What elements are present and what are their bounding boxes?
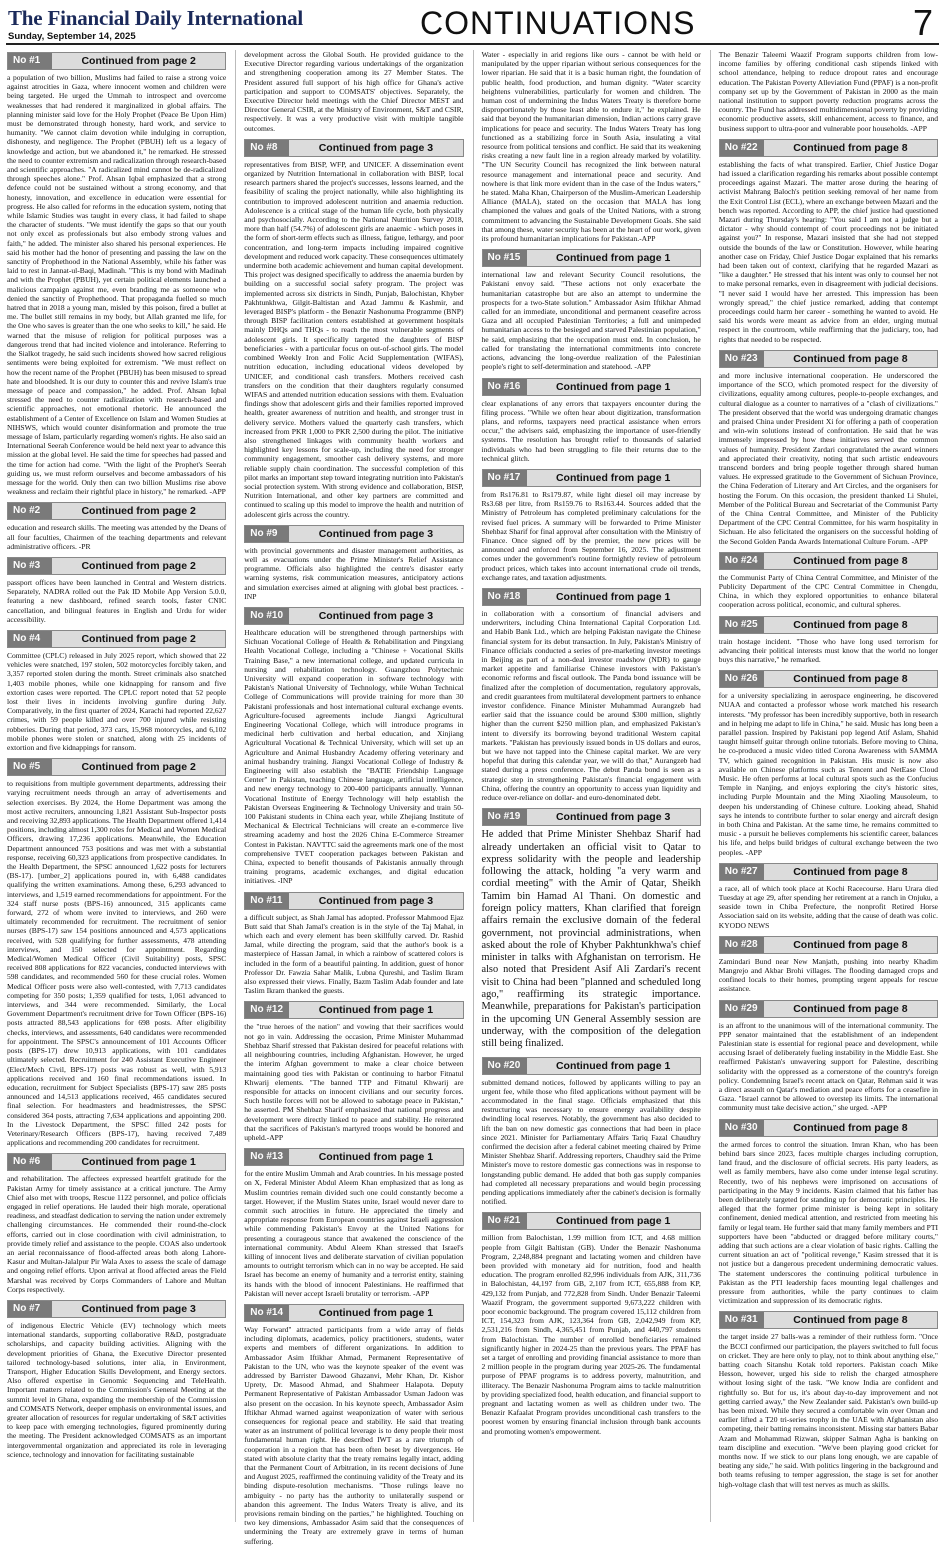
article-text: of indigenous Electric Vehicle (EV) technology which meets international standards, supporting collaborative R&D, postgraduate scholarships, and capacity building activities. Aligning with the development priorities of Ghana, the Executive Director presented tailored technology-based solutions, inter alia, in Environment, Transport, Higher Education Skills Development, and Energy sectors. Also offered expertise in Genomic Sequencing and TeleHealth. Important matters related to the Commission's General Meeting at the summit level in Ghana, expanding the membership of the Commission and COMSATS Network, deeper emphasis on environmental issues, and greater allocation of resources for regular undertaking of S&T activities to keep pace with emerging technologies, figured prominently during the meeting. The President acknowledged COMSATS as an important intergovernmental organization and appreciated its role in leveraging science, technology and innovation for facilitating sustainable [7,1320,227,1459]
continued-from-label: Continued from page 8 [793,865,908,878]
article-text: a population of two billion, Muslims had failed to raise a strong voice against atrocities in Gaza, where innocent women and children were being targeted. He urged the Ummah to introspect and overcome weaknesses that had rendered it marginalized in global affairs. The planning minister said love for the Holy Prophet (Peace Be Upon Him) must be demonstrated through honesty, hard work, and service to humanity. "We cannot claim devotion while indulging in corruption, dishonesty, and negligence. The Prophet (PBUH) left us a legacy of knowledge and action, but we abandoned it," he remarked. He stressed the need to counter extremism and radicalization through research-based and scientific approaches. "A radicalized mind cannot be de-radicalized through speeches alone." Prof. Ahsan Iqbal emphasized that a strong defence could not be sustained without a strong economy, and that honesty, innovation, and excellence in education were essential for progress. He also called for reforms in the education system, noting that while Islamic Studies was taught in every class, it had failed to shape the character of students. "We must identify the gaps so that our youth not only excel as professionals but also embody strong values and faith," he added. The minister also shared his personal experiences. He said his mother had the honor of presenting and passing the law on the sanctity of Prophethood in the National Assembly, while his father was laid to rest in Jannat-ul-Baqi, Madinah. "This is my bond with Madinah and with the Prophet (PBUH), yet certain political elements launched a malicious campaign against me, even branding me as someone who denied the sanctity of Prophethood. That propaganda fuelled so much hatred that in 2018 a young man, misled by this poison, fired a bullet at me. The bullet still remains in my body, but Allah granted me life, for the One who saves is greater than the one who seeks to kill," he said. He warned that the misuse of religion for political purposes was a dangerous trend that had incited violence and intolerance. Referring to the Sialkot tragedy, he said such incidents showed how sacred religious sentiments were being exploited for extremism. "We must reflect on how the recent name of the Prophet (PBUH) has been misused to spread hate and bloodshed. It is our duty to counter this and revive Islam's true message of peace and compassion," he added. Prof. Ahsan Iqbal stressed the need to counter radicalization with research-based and scientific approaches, not emotional rhetoric. He announced the establishment of a Center of Excellence on Islam and Women Studies at NIHSWS, which would counter disinformation and promote the true message of Islam, particularly regarding women's rights. He also said an International Seerah Conference would be held next year to advance this mission at the global level. He said the time for speeches had passed and the time for action had come. "With the light of the Prophet's Seerah guiding us, we must reform ourselves and become ambassadors of his message for the world. Only then can two billion Muslims rise above weakness and reclaim their rightful place in history," he remarked. -APP [7,73,227,497]
continuation-item [719,350,938,546]
item-number: No #29 [720,1001,764,1017]
continued-from-label: Continued from page 1 [318,1306,434,1319]
continuation-header [719,1311,938,1329]
article-text: establishing the facts of what transpired. Earlier, Chief Justice Dogar had issued a clarification regarding his remarks about possible contempt proceedings against Mazari. The matter arose during the hearing of activist Mahrang Baloch's petition seeking removal of her name from the Exit Control List (ECL), where an exchange between Mazari and the bench was reported. According to APP, the chief justice had questioned Mazari during Thursday's hearing: "You said I am not a judge but a dictator - why should contempt of court proceedings not be initiated against you?" In response, Mazari insisted that she had not stepped outside the bounds of the law or Constitution. However, while hearing another case on Friday, Chief Justice Dogar explained that his remarks had been taken out of context, clarifying that he regarded Mazari as "like a daughter." He stressed that his intent was only to counsel her not to make personal remarks, even in disagreement with judicial decisions. "I never said I would have her arrested. This impression has been wrongly spread," the chief justice remarked, adding that contempt proceedings could harm her career - something he wanted to avoid. He said his words were meant as advice from an elder, urging mutual respect in the courtroom, while reaffirming that the judiciary, too, had rights that needed to be respected. [718,159,938,344]
item-number: No #3 [8,558,52,574]
continuation-header [482,808,701,826]
item-number: No #23 [720,351,764,367]
continuation-header [244,1304,463,1322]
continued-from-label: Continued from page 3 [555,811,671,824]
continued-from-label: Continued from page 2 [81,761,196,774]
article-text: train hostage incident. "Those who have long used terrorism for advancing their political interests must know that the world no longer buys this narrative," he remarked. [718,636,938,664]
continuation-header [719,863,938,881]
continuation-header [719,139,938,157]
item-number: No #14 [245,1305,289,1321]
article-text: Zamindari Bund near New Manjath, pushing into nearby Khadim Mangrejo and Akbar Brohi villages. The flooding damaged crops and confined locals to their homes, prompting urgent appeals for rescue assistance. [718,956,938,994]
article-text: international law and relevant Security Council resolutions, the Pakistani envoy said. "These actions not only exacerbate the humanitarian catastrophe but are also an attempt to undermine the prospects for a two-State solution." Ambassador Asim Iftikhar Ahmad called for an immediate, unconditional and permanent ceasefire across Gaza and all occupied Palestinian Territories; a full and unimpeded humanitarian access to the besieged and starved Palestinian population," he said, emphasizing that the occupation must end. In conclusion, he called for translating the international commitments into concrete actions, advancing the long-overdue realization of the Palestinian people's right to self-determination and statehood. -APP [481,270,701,372]
continuation-item [719,670,938,857]
continuation-header [719,552,938,570]
continuation-item [244,892,463,996]
article-text: and more inclusive international cooperation. He underscored the importance of the SCO, which promoted respect for the diversity of civilizations, equality among cultures, people-to-people exchanges, and cultural dialogue as a counter to narratives of a "clash of civilizations." The president observed that the world was undergoing dramatic changes and praised China under President Xi for offering a path of cooperation and win-win solutions instead of confrontation. He said that he was immensely impressed by how these initiatives served the common values of humanity. President Zardari congratulated the award winners and appreciated their creativity, noting that such artistic endeavours transcend borders and bring people together through shared human values. He expressed gratitude to the Government of Sichuan Province, the China Federation of Literary and Art Circles, and the organisers for hosting the Forum. On this occasion, the president thanked Li Shulei, Member of the Political Bureau and Secretariat of the Communist Party of the China Central Committee, and Minister of the Publicity Department of the CPC Central Committee, for his warm hospitality in Sichuan. He also felicitated the organisers on the successful holding of the Second Golden Panda Awards International Culture Forum. -APP [718,370,938,546]
item-number: No #2 [8,503,52,519]
item-number: No #7 [8,1301,52,1317]
article-text: Water - especially in arid regions like ours - cannot be with held or manipulated by the upper riparian without serious consequences for the lower riparian. He said that it is a basic human right, the foundation of public health, food production, and human dignity. "Water scarcity heightens vulnerabilities, particularly for women and children. The human cost of undermining the Indus Waters Treaty is therefore borne disproportionately by those least able to endure it," he explained. He said that beyond the humanitarian dimension, Indian actions carry grave implications for peace and security. The Indus Waters Treaty has long functioned as a stabilizing force in South Asia, insulating a vital resource from political tensions and conflict. He said that its weakening risks creating a new fault line in a region already marked by volatility. "The UN Security Council has recognized the link between natural resource management and international peace and security. And nowhere is that link more evident than in the case of the Indus waters," he stated. Maha Khan, Chairperson of the Muslim-American Leadership Alliance (MALA), stated on the occasion that MALA has long championed the values and goals of the United Nations, with a strong commitment to advancing the Sustainable Development Goals. She said that among these, water security has been at the heart of our work, given its profound humanitarian implications for Pakistan.-APP [481,50,701,244]
continuation-header [482,588,701,606]
item-number: No #16 [483,379,527,395]
article-text: The Benazir Taleemi Waazif Program supports children from low-income families by offering conditional cash stipends linked with school attendance, helping to reduce dropout rates and encourage education. The Pakistan Poverty Alleviation Fund (PPAF) is a non-profit company set up by the Government of Pakistan in 2000 as the main national institution to support poverty reduction programs across the country. The Fund has addressed multidimensional poverty by providing economic productive assets, skill enhancement, access to finance, and business support to ultra-poor and vulnerable poor households. -APP [718,50,939,133]
continued-from-label: Continued from page 8 [793,618,908,631]
continued-from-label: Continued from page 2 [81,559,196,572]
article-text: passport offices have been launched in Central and Western districts. Separately, NADRA rolled out the Pak ID Mobile App Version 5.0.0, featuring a new dashboard, refined search tools, faster CNIC cancellation, and bilingual features in English and Urdu for wider accessibility. [7,577,227,624]
continuation-header [244,892,463,910]
article-text: a race, all of which took place at Kochi Racecourse. Haru Urara died Tuesday at age 29, after spending her retirement at a ranch in Onjuku, a seaside town in Chiba Prefecture, the nonprofit Retired Horse Association said on its website, adding that the cause of death was colic. KYODO NEWS [718,883,938,930]
continuation-header [719,1119,938,1137]
article-text: He added that Prime Minister Shehbaz Sharif had already undertaken an official visit to Qatar to express solidarity with the people and leadership following the attack, holding "a very warm and cordial meeting" with the Amir of Qatar, Sheikh Tamim bin Hamad Al Thani. On domestic and foreign policy matters, Khan clarified that foreign affairs remain the exclusive domain of the federal government, not provincial administrations, when asked about the role of Khyber Pakhtunkhwa's chief minister in talks with Afghanistan on terrorism. He also noted that President Asif Ali Zardari's recent visit to China had been "planned and scheduled long ago," reaffirming its strategic importance. Meanwhile, preparations for Pakistan's participation in the upcoming UN General Assembly session are underway, with the composition of the delegation still being finalized. [481,829,701,1050]
item-number: No #18 [483,589,527,605]
continuation-header [482,1057,701,1075]
continued-from-label: Continued from page 1 [318,1004,434,1017]
continued-from-label: Continued from page 8 [793,1121,908,1134]
masthead-rule [6,43,939,45]
continuation-item [482,378,701,463]
continuation-item [482,588,701,802]
continued-from-label: Continued from page 8 [793,352,908,365]
continued-from-label: Continued from page 1 [81,1156,196,1169]
item-number: No #24 [720,553,764,569]
continuation-item [244,1304,463,1546]
continuation-header [244,1001,463,1019]
continuation-item [482,249,701,371]
continuation-item [482,808,701,1050]
continuation-header [719,616,938,634]
continuation-item [719,1000,938,1113]
article-text: clear explanations of any errors that taxpayers encounter during the filing process. "While we often hear about digitization, transformation plans, and reforms, taxpayers need practical assistance when errors occur," the advisers said, emphasizing the importance of user-friendly systems. The resolution has brought relief to thousands of salaried individuals who had been struggling to file their returns due to the technical glitch. [481,398,701,463]
item-number: No #11 [245,893,289,909]
item-number: No #19 [483,809,527,825]
article-text: Committee (CPLC) released in July 2025 report, which showed that 22 vehicles were snatched, 197 stolen, 502 motorcycles forcibly taken, and 3,357 reported stolen during the month. Street criminals also snatched 1,403 mobile phones, while one kidnapping for ransom and five extortion cases were reported. The CPLC report noted that 52 people lost their lives in incidents involving gunfire during July. Comparatively, in the first quarter of 2024, Karachi had reported 22,627 crimes, with 59 people killed and over 700 injured while resisting robberies. During that period, 373 cars, 15,968 motorcycles, and 6,102 mobile phones were stolen or snatched, along with 25 incidents of extortion and five kidnappings for ransom. [7,650,227,752]
continuation-item [7,1153,226,1294]
article-text: with provincial governments and disaster management authorities, as well as evacuations under the Prime Minister's Relief Assistance programme. Officials also highlighted the centre's disaster early warning systems, risk communication measures, anticipatory actions and simulation exercises aimed at aligning with global best practices. -INP [244,545,464,601]
continuation-header [482,1212,701,1230]
continuation-item [719,552,938,610]
page-number: 7 [912,2,933,43]
continuation-header [719,350,938,368]
item-number: No #22 [720,140,764,156]
continuation-item [7,1300,226,1459]
continued-from-label: Continued from page 1 [555,590,671,603]
continuation-header [7,1153,226,1171]
continued-from-label: Continued from page 3 [81,1302,196,1315]
item-number: No #4 [8,631,52,647]
continuation-item [7,52,226,496]
continuation-item [719,1311,938,1488]
article-text: for the entire Muslim Ummah and Arab countries. In his message posted on X, Federal Minister Abdul Aleem Khan emphasized that as long as Muslim countries remain divided such one could constantly become a target. However, if the Muslim States unite, Israel would never dare to commit such atrocities in future. He appreciated the timely and appropriate response from European countries against Israeli aggression while commending Pakistan's Envoy at the United Nations for presenting a courageous stance that awakened the conscience of the international community. Abdul Aleem Khan stressed that Israel's killing of innocent lives and deliberate starvation of civilian population amounts to outright terrorism which can in no way be accepted. He said Israel has become an enemy of humanity and a terrorist entity, staining its hands with the blood of innocent Palestinians. He reaffirmed that Pakistan will never accept Israeli brutality or terrorism. -APP [244,1169,464,1298]
continuation-item [244,139,463,519]
continuation-item [719,1119,938,1306]
continuation-item [482,469,701,582]
continuation-item [244,607,463,886]
item-number: No #27 [720,864,764,880]
continued-from-label: Continued from page 8 [793,554,908,567]
item-number: No #26 [720,671,764,687]
article-text: Way Forward" attracted participants from a wide array of fields including diplomats, academics, policy practitioners, students, water experts and members of different organizations. In addition to Ambassador Asim Iftikhar Ahmad, Permanent Representative of Pakistan to the UN, who was the keynote speaker of the event was addressed by Barrister Dawood Ghazanvi, Mehr Khan, Dr. Kishor Uprety, Dr. Masood Ahmad, and Shahmeer Halapota. Deputy Permanent Representative of Pakistan Ambassador Usman Jadoon was also present on the occasion. In his keynote speech, Ambassador Asim Iftikhar Ahmad warned against weaponization of water with serious consequences for regional peace and stability. He said that treating water as an instrument of political leverage is to deny people their most fundamental human right. He described IWT as a rare triumph of cooperation in a region that has been often beset by divergences. He stated with absolute clarity that the treaty remains legally intact, adding that the Permanent Court of Arbitration, in its recent decisions of June and August 2025, reaffirmed the continuing validity of the Treaty and its binding dispute-resolution mechanisms. "Those rulings leave no ambiguity - no party has the authority to unilaterally suspend or abandon this agreement. The Indus Waters Treaty is alive, and its provisions remain binding on the parties," he highlighted. Touching on two key dimensions, Ambassador Asim said that the consequences of undermining the Treaty are extremely grave in terms of human suffering. [244,1324,464,1546]
continuation-header [7,630,226,648]
continued-from-label: Continued from page 3 [318,141,434,154]
article-text: development across the Global South. He provided guidance to the Executive Director regarding various undertakings of the organization and strengthening cooperation among its 27 Member States. The President assured full support of his high office for Ghana's active participation and support to COMSATS' objectives. Separately, the Executive Director held meetings with the Chief Director MEST and Director General CSIR, at the Ministry of Environment, S&T and CSIR, respectively. It was a very productive visit with multiple tangible outcomes. [244,50,464,133]
column-1 [7,50,226,1522]
item-number: No #31 [720,1312,764,1328]
item-number: No #8 [245,140,289,156]
continuation-header [7,557,226,575]
continuation-header [244,525,463,543]
continuation-item [719,863,938,930]
continuation-item [7,502,226,551]
continued-from-label: Continued from page 1 [555,380,671,393]
continuation-item [719,139,938,344]
continued-from-label: Continued from page 8 [793,141,908,154]
continued-from-label: Continued from page 1 [555,252,671,265]
item-number: No #30 [720,1120,764,1136]
item-number: No #12 [245,1002,289,1018]
continued-from-label: Continued from page 8 [793,1314,908,1327]
continued-from-label: Continued from page 2 [81,632,196,645]
article-text: for a university specializing in aerospace engineering, he discovered NUAA and contacted a professor whose work matched his research interests. "My professor has been incredibly supportive, both in research and in helping me adapt to life in China," he said. Music has long been a parallel passion. Inspired by Pakistani pop legend Atif Aslam, Shahid taught himself guitar through online tutorials. Before moving to China, he co-produced a music video titled Corona Awareness with SAMMA TV, which gained recognition in Pakistan. His music is now also available on Chinese platforms such as Tencent and NetEase Cloud Music. He often performs at local cultural spots such as the Confucius Temple in Nanjing, and enjoys exploring the city's historic sites, including Purple Mountain and the Ming Xiaoling Mausoleum, to deepen his understanding of Chinese culture. Looking ahead, Shahid says he intends to contribute further to solar energy and aircraft design in both China and Pakistan. At the same time, he remains committed to music - a pursuit he believes complements his scientific career, balances his life, and helps build bridges of cultural exchange between the two peoples. -APP [718,691,938,857]
continuation-item [244,1148,463,1298]
newspaper-brand: The Financial Daily International [8,6,304,30]
column-2 [235,50,464,1546]
continuation-item [244,50,463,133]
continuation-header [719,670,938,688]
item-number: No #5 [8,759,52,775]
continuation-item [244,525,463,601]
item-number: No #6 [8,1154,52,1170]
continued-from-label: Continued from page 1 [555,1059,671,1072]
masthead [0,0,945,46]
continuation-item [719,936,938,994]
continuation-header [244,607,463,625]
column-4 [710,50,938,1522]
continuation-item [482,50,701,243]
article-text: submitted demand notices, followed by applicants willing to pay an urgent fee, while those who filed applications without payment will be accommodated in the final stage. Officials emphasized that this restructuring was necessary to ensure energy availability despite dwindling local reserves. Notably, the government has also decided to lift the ban on new domestic gas connections that had been in place since 2021. Minister for Parliamentary Affairs Tariq Fazal Chaudhry confirmed the decision after a federal cabinet meeting chaired by Prime Minister Shehbaz Sharif. Addressing reporters, Chaudhry said the Prime Minister's move to restore domestic gas connections was in response to longstanding public demand. He added that both gas supply companies had completed all necessary preparations and would begin processing pending applications immediately after the cabinet's decision is formally notified. [481,1077,701,1207]
continued-from-label: Continued from page 8 [793,938,908,951]
continuation-item [719,616,938,665]
article-text: and rehabilitation. The affectees expressed heartfelt gratitude for the Pakistan Army for timely assistance at a critical juncture. The Army Chief also met with troops, Rescue 1122 personnel, and police officials engaged in relief operations. He lauded their high morale, operational readiness, and steadfast dedication to serving the nation under extremely challenging circumstances. He commended their round-the-clock efforts, carried out in close coordination with civil administration, to provide timely relief and assistance to the people. COAS also undertook an aerial reconnaissance of flood-affected areas both along Lahore-Kasur and Multan-Jalalpur Pir Wala Axes to assess the scale of damage and ongoing relief efforts. Upon arrival at flood affected areas the Field Marshal was received by Corps Commanders of Lahore and Multan Corps respectively. [7,1174,227,1294]
continued-from-label: Continued from page 3 [318,609,434,622]
item-number: No #17 [483,470,527,486]
article-text: a difficult subject, as Shah Jamal has adopted. Professor Mahmood Ejaz Butt said that Shah Jamal's creation is in the style of the Taj Mahal, in which each and every element has been skillfully carved. Dr. Rashid Jamal, while directing the program, said that the author's book is a masterpiece of Hassan Jamal, in which a rainbow of scattered colors is included in the form of a beautiful painting. In addition, guest of honor Professor Dr. Fawzia Sahar Malik, Lubna Qureshi, and Taslim Ikram also expressed their views. Finally, Bazm Taslim Adab founder and late Taslim Ikram thanked the guests. [244,912,464,996]
columns-container [7,50,939,1546]
continuation-header [7,52,226,70]
continuation-header [482,469,701,487]
continuation-item [482,1057,701,1207]
continuation-item [719,50,938,133]
continued-from-label: Continued from page 3 [318,527,434,540]
continued-from-label: Continued from page 3 [318,894,434,907]
article-text: to requisitions from multiple government departments, addressing their varying recruitment needs through an array of advertisements and selection exercises. By 2024, the Home Department was among the most active recruiters, announcing 1,821 Assistant Sub-Inspector posts and receiving 32,893 applications. The Health Department offered 1,414 positions, including almost 1,300 roles for Medical and Women Medical Officers, drawing 17,236 applications. Meanwhile, the Education Department announced 753 positions and was met with a substantial response, receiving 60,323 applications from prospective candidates. In the Health Department, the SPSC announced 1,622 posts for lecturers (BS-17). [umber_2] applications poured in, with 6,488 candidates qualifying the written examinations. Among these, 6,293 advanced to interviews, and 1,519 earned recommendations for appointment. For the 324 staff nurse posts (BPS-16) announced, 315 applicants came forward, 272 of whom were invited to interviews, and 260 were ultimately recommended for recruitment. The recruitment of senior nurses (BPS-17) saw 154 positions announced and 4,573 applications received, with 528 qualifying for further assessments, 478 attending interviews, and 150 selected for appointment. Regarding Medical/Women Medical Officer (Civil Suitability) posts, SPSC received 808 applications for 822 vacancies, conducted interviews with 598 candidates, and recommended 560 for these crucial roles. Women Medical Officer posts were also well-contested, with 7,713 candidates competing for 350 posts; 1,359 qualified for tests, 1,061 advanced to interviews, and 344 were recommended. Similarly, the Local Government Department's recruitment drive for Town Officer (BPS-16) posts attracted 88,543 applications for 698 posts. After eligibility checks, interviews, and assessments, 640 candidates were recommended for appointment. The SPSC's announcement of 101 Accounts Officer posts (BPS-17) drew 10,913 applications, with 101 candidates ultimately selected. Recruitment for 240 Assistant Executive Engineer (Elect/Mech Civil, BPS-17) posts was robust as well, with 5,913 applications received and 160 final recommendations issued. In education, recruitment for Subject Specialists (BPS-17) saw 285 posts announced and 14,513 applications received, 465 candidates secured final selection. For headmasters and headmistresses, the SPSC considered 364 posts, attracting 7,634 applications and appointing 200. In the Livestock Department, the SPSC filled 242 posts for Veterinary/Research Officers (BPS-17), having received 7,489 applications and recommending 200 candidates for recruitment. [7,779,227,1148]
section-title: CONTINUATIONS [420,5,696,41]
continuation-header [7,758,226,776]
article-text: the armed forces to control the situation. Imran Khan, who has been behind bars since 2023, faces multiple charges including corruption, land fraud, and the disclosure of official secrets. His party leaders, as well as family members, have also come under intense legal scrutiny. Recently, two of his nephews were imprisoned on accusations of participating in the May 9 incidents. Kasim claimed that his father has been deliberately targeted for standing up for democratic principles. He alleged that the former prime minister is being kept in solitary confinement, denied medical attention, and restricted from meeting his family or legal team. He further said that many family members and PTI supporters have been "abducted or dragged before military courts," adding that such actions are a clear violation of basic rights. Calling the current situation an act of "political revenge," Kasim stressed that it is not justice but a dangerous precedent undermining democratic values. The statement underscores the continuing political turbulence in Pakistan as the PTI leadership faces mounting legal challenges and pressure from authorities, while the party continues to claim victimization and suppression of its democratic rights. [718,1139,938,1306]
continued-from-label: Continued from page 1 [555,1215,671,1228]
item-number: No #13 [245,1149,289,1165]
continuation-header [244,1148,463,1166]
continued-from-label: Continued from page 8 [793,673,908,686]
continuation-header [482,378,701,396]
article-text: in collaboration with a consortium of financial advisers and underwriters, including China International Capital Corporation Ltd. and Habib Bank Ltd., which are helping Pakistan navigate the Chinese financial system for its debut transaction. In July, Pakistan's Ministry of Finance officials conducted a series of pre-marketing investor meetings in Beijing as part of a non-deal investor roadshow (NDR) to gauge market appetite and familiarise Chinese investors with Pakistan's economic reforms and fiscal outlook. The Panda bond issuance will be finalized after the completion of documentation, regulatory approvals, and credit guarantees from multilateral development partners to enhance investor confidence. Finance Minister Muhammad Aurangzeb had earlier said that the issuance could be around $300 million, slightly higher than the current $250 million plan, and emphasized Pakistan's intent to diversify its borrowing beyond traditional Western capital markets. "Pakistan has previously issued bonds in US dollars and euros, but we have not tapped into the Chinese capital market. We are very hopeful that during this calendar year, we will do that," Aurangzeb had stated during a press conference. The debut Panda bond is seen as a strategic step in strengthening Pakistan's financial engagement with China, offering the country an opportunity to access yuan liquidity and reduce over-reliance on dollar- and euro-denominated debt. [481,608,701,803]
item-number: No #28 [720,937,764,953]
item-number: No #20 [483,1058,527,1074]
continuation-header [719,1000,938,1018]
continuation-header [719,936,938,954]
column-3 [473,50,701,1522]
dateline: Sunday, September 14, 2025 [8,31,136,42]
article-text: million from Balochistan, 1.99 million from ICT, and 4.68 million people from Gilgit Baltistan (GB). Under the Benazir Nashonuma Program, 2,248,884 pregnant and lactating women and children have been provided with monetary aid for nutrition, food and health education. The program enrolled 82,996 individuals from AJK, 311,736 in Balochistan, 44,197 from GB, 2,107 from ICT, 655,888 from KP, 429,132 from Punjab, and 772,828 from Sindh. Under Benazir Taleemi Waazif Program, the government supported 9,673,222 children with poor economic background. The program covered 15,112 children from ICT, 154,323 from AJK, 123,364 from GB, 2,042,949 from KP, 2,531,216 from Sindh, 4,365,451 from Punjab, and 440,797 students from Balochistan. The number of enrolled beneficiaries remained significantly higher in 2024-25 than the previous years. The PPAF has set a target of enrolling and providing financial assistance to more than 2 million people in the program during year 2025-26. The fundamental purpose of PPAF programs is to address poverty, malnutrition, and illiteracy. The Benazir Nashonuma Program aims to tackle malnutrition by providing specialized food, health education, and financial support to pregnant and lactating women as well as children under two. The Benazir Kafaalat Program provides unconditional cash transfers to the poorest women by ensuring financial inclusion through bank accounts and promoting women's empowerment. [481,1233,701,1436]
article-text: the Communist Party of China Central Committee, and Minister of the Publicity Department of the CPC Central Committee in Chengdu, China, in which they explored opportunities to enhance bilateral cooperation across political, economic, and cultural spheres. [718,572,938,610]
article-text: the target inside 27 balls-was a reminder of their ruthless form. "Once the BCCI confirmed our participation, the players switched to full focus on cricket. They are here only to play, not to think about anything else," batting coach Sitanshu Kotak told reporters. Pakistan coach Mike Hesson, however, urged his side to relish the charged atmosphere without losing sight of the task. "We know India are confident and rightfully so. But for us, it's about day-to-day improvement and not getting carried away," the New Zealander said. Pakistan's own build-up has been mixed. While they secured a comfortable win over Oman and earlier lifted a T20 tri-series trophy in the UAE with Afghanistan also competing, their batting remains inconsistent. Missing star batters Babar Azam and Mohammad Rizwan, skipper Salman Agha is banking on team discipline and execution. "We've been playing good cricket for months now. If we stick to our plans long enough, we are capable of beating any side," he said. With politics lingering in the background and both teams refusing to temper aggression, the stage is set for another high-voltage clash that will test nerves as much as skills. [718,1332,938,1489]
continuation-item [7,758,226,1147]
continuation-item [482,1212,701,1435]
continuation-item [244,1001,463,1142]
item-number: No #21 [483,1213,527,1229]
continuation-item [7,630,226,752]
article-text: the "true heroes of the nation" and vowing that their sacrifices would not go in vain. Addressing the occasion, Prime Minister Muhammad Shehbaz Sharif stressed that Pakistan desired for peaceful relations with all neighbouring countries, including Afghanistan. However, he urged the interim Afghan government to make a clear choice between maintaining good ties with Pakistan or continuing to harbor Fitnatul Khwarij elements. "The banned TTP and Fitnatul Khwarij are responsible for attacks on innocent civilians and our security forces. Such hostile forces will not be allowed to sabotage peace in Pakistan," he asserted. PM Shehbaz Sharif emphasized that national progress and development were directly linked to peace and stability. He reiterated that the sacrifices of Pakistan's martyred troops would be honored and upheld.-APP [244,1022,464,1142]
article-text: is an affront to the unanimous will of the international community. The PPP senator maintained that the establishment of an independent Palestinian state is essential for regional peace and development, while accusing Israel of deliberately fueling instability in the Middle East. She reaffirmed Pakistan's unwavering support for Palestine, describing solidarity with the oppressed as a cornerstone of the country's foreign policy. Condemning Israel's recent attack on Qatar, Rehman said it was a direct assault on Qatar's mediation and peace efforts for a ceasefire in Gaza. "Israel cannot be allowed to overstep its limits. The international community must take decisive action," she urged. -APP [718,1020,938,1113]
article-text: representatives from BISP, WFP, and UNICEF. A dissemination event organized by Nutrition International in collaboration with BISP, local research partners shared the project's successes, lessons learned, and the feasibility of scaling the project nationally, while also highlighting its contribution to improved adolescent nutrition and anaemia reduction. Adolescence is a critical stage of the human life cycle, both physically and psychosocially. According to the National Nutrition Survey 2018, more than half (54.7%) of adolescent girls are anaemic - which poses in the form of short-term effects such as illness, fatigue, lethargy, and poor concentration, and long-term impacts including impaired cognitive development and reduced work capacity. These consequences ultimately undermine both academic achievement and human capital development. This project was designed specifically to address the anaemia burden by building on a successful social safety program. The project was implemented across six districts in Sindh, Punjab, Balochistan, Khyber Pakhtunkhwa, Gilgit-Baltistan and Azad Jammu & Kashmir, and leveraged BISP's platform - the Benazir Nashonuma Programme (BNP) through BISP facilitation centers established at government hospitals mainly DHQs and THQs - to reach the most vulnerable segments of adolescent girls. It specifically targeted the daughters of BISP beneficiaries - with a particular focus on out-of-school girls. The model combined Weekly Iron and Folic Acid Supplementation (WIFAS), nutrition education, including educational videos developed by UNICEF, and conditional cash transfers. Mothers received cash transfers on the condition that their daughters regularly consumed WIFAS and attended nutrition education sessions with them. Evaluation findings show that adolescent girls and their families reported improved health, greater awareness of nutrition and health, and stronger trust in delivery service. Mothers valued the quarterly cash transfers, which increased from PKR 1,000 to PKR 2,500 during the pilot. The initiative also strengthened linkages with community health workers and highlighted key lessons for scale-up, including the need for stronger community engagement, smoother cash delivery systems, and more reliable supply chain coordination. The successful completion of this pilot marks an important step toward integrating nutrition into Pakistan's social protection system. With strong evidence and collaboration, BISP, Nutrition International, and other key partners are committed and continued to scaling up this model to improve the health and nutrition of adolescent girls across the country. [244,159,464,519]
continued-from-label: Continued from page 1 [555,471,671,484]
item-number: No #15 [483,250,527,266]
continuation-item [7,557,226,624]
item-number: No #25 [720,617,764,633]
article-text: from Rs176.81 to Rs179.87, while light diesel oil may increase by Rs3.68 per litre, from Rs159.76 to Rs163.44. Sources added that the Ministry of Petroleum has completed preliminary calculations for the revised fuel prices. A summary will be forwarded to Prime Minister Shehbaz Sharif for final approval after consultation with the Ministry of Finance. Once signed off by the premier, the new prices will be announced and enforced from September 16, 2025. The adjustment comes under the government's routine fortnightly review of petroleum product prices, which takes into account international crude oil trends, exchange rates, and taxation adjustments. [481,489,701,582]
article-text: education and research skills. The meeting was attended by the Deans of all four faculties, Chairmen of the teaching departments and relevant administrative officers. -PR [7,523,227,551]
continuation-header [244,139,463,157]
item-number: No #1 [8,53,52,69]
item-number: No #10 [245,608,289,624]
continuation-header [7,502,226,520]
article-text: Healthcare education will be strengthened through partnerships with Sichuan Vocational College of Health & Rehabilitation and Pingxiang Health Vocational College, including a "Chinese + Vocational Skills Training Base," a new international college, and updated curricula in nursing and rehabilitation technology. Guangzhou Polytechnic University will expand cooperation in software technology with Pakistan's National University of Technology, while Wuhan Technical College of Communications will provide training for more than 30 Pakistani professionals and host international cultural exchange events. Agriculture-focused agreements include Jiangxi Agricultural Engineering Vocational College, which will introduce programs in medicinal herb cultivation and herbal education, and Xinjiang Agricultural Vocational & Technical University, which will set up an Agriculture and Animal Husbandry Academy offering veterinary and animal husbandry training. Jiangxi Vocational College of Industry & Engineering will also establish the "BATIE Friendship Language Center" in Pakistan, teaching Chinese language, artificial intelligence, and new energy technology to 200-400 participants annually. Yunnan Vocational Institute of Energy Technology will help establish the Pakistan Overseas Engineering & Technology University and train 50-100 Pakistani students in China each year, while Zhejiang Institute of Mechanical & Electrical Technicians will create an e-commerce live streaming academy and host the 2026 China E-Commerce Streamer Contest in Pakistan. NAVTTC said the agreements mark one of the most comprehensive TVET cooperation packages between Pakistan and China, expected to benefit thousands of Pakistanis annually through training programs, academic exchanges, and digital education initiatives. -INP [244,627,464,886]
continuation-header [482,249,701,267]
continued-from-label: Continued from page 8 [793,1002,908,1015]
continued-from-label: Continued from page 2 [81,505,196,518]
continued-from-label: Continued from page 2 [81,55,196,67]
item-number: No #9 [245,526,289,542]
continuation-header [7,1300,226,1318]
continued-from-label: Continued from page 1 [318,1151,434,1164]
